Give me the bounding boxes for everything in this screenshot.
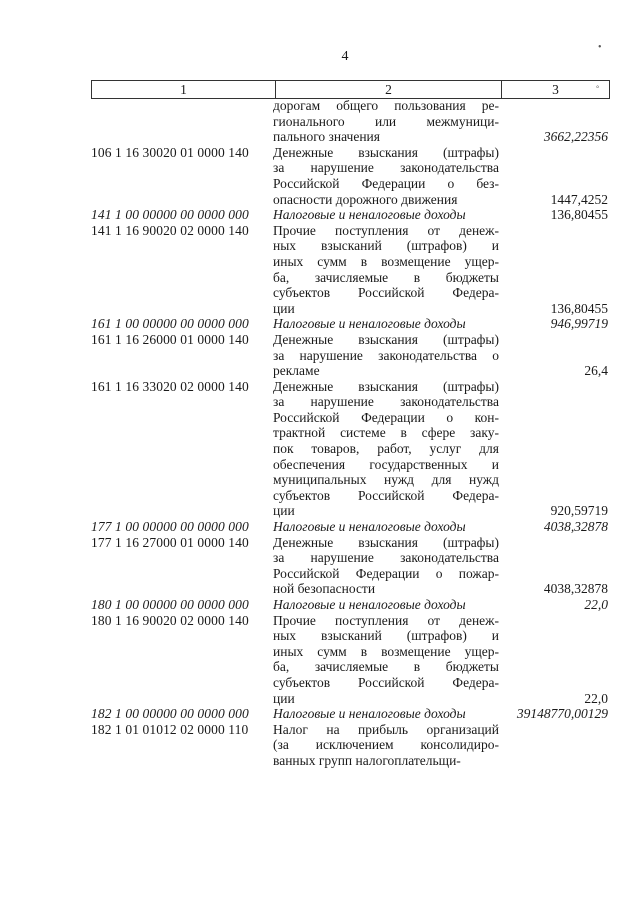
- description-line: ванных групп налогоплательщи-: [273, 752, 461, 768]
- description-line: за нарушение законодательства о: [273, 347, 499, 363]
- header-col-2: 2: [276, 81, 502, 98]
- table-row: [91, 98, 608, 145]
- description-line: Российской Федерации о без-: [273, 175, 499, 191]
- revenue-description: [273, 332, 499, 379]
- table-row: [91, 519, 608, 535]
- description-line: Налоговые и неналоговые доходы: [273, 706, 466, 722]
- budget-code: 141 1 00 00000 00 0000 000: [91, 207, 249, 223]
- revenue-description: [273, 316, 499, 332]
- table-row: [91, 332, 608, 379]
- description-line: иных сумм в возмещение ущер-: [273, 253, 499, 269]
- description-line: опасности дорожного движения: [273, 191, 458, 207]
- description-line: Денежные взыскания (штрафы): [273, 331, 499, 347]
- description-line: (за исключением консолидиро-: [273, 737, 499, 753]
- amount-value: 39148770,00129: [516, 706, 608, 722]
- revenue-description: [273, 613, 499, 707]
- table-row: [91, 706, 608, 722]
- description-line: Налоговые и неналоговые доходы: [273, 519, 466, 535]
- description-line: Налог на прибыль организаций: [273, 721, 499, 737]
- description-line: трактной системе в сфере заку-: [273, 425, 499, 441]
- page-number: 4: [341, 49, 349, 64]
- description-line: дорогам общего пользования ре-: [273, 98, 499, 113]
- description-line: рекламе: [273, 363, 320, 379]
- description-line: Денежные взыскания (штрафы): [273, 534, 499, 550]
- budget-code: 180 1 16 90020 02 0000 140: [91, 612, 249, 628]
- description-line: обеспечения государственных и: [273, 456, 499, 472]
- table-row: [91, 613, 608, 707]
- budget-code: 180 1 00 00000 00 0000 000: [91, 597, 249, 612]
- amount-value: 946,99719: [550, 316, 608, 332]
- description-line: гионального или межмуници-: [273, 113, 499, 129]
- table-row: [91, 145, 608, 207]
- revenue-table: [91, 98, 608, 769]
- description-line: за нарушение законодательства: [273, 160, 499, 176]
- description-line: Налоговые и неналоговые доходы: [273, 597, 466, 612]
- description-line: ба, зачисляемые в бюджеты: [273, 269, 499, 285]
- budget-code: 182 1 01 01012 02 0000 110: [91, 721, 249, 737]
- description-line: Российской Федерации о пожар-: [273, 565, 499, 581]
- table-row: [91, 722, 608, 769]
- amount-value: 136,80455: [550, 207, 608, 223]
- revenue-description: [273, 519, 499, 535]
- revenue-description: [273, 597, 499, 613]
- description-line: Денежные взыскания (штрафы): [273, 378, 499, 394]
- revenue-description: [273, 379, 499, 519]
- description-line: пок товаров, работ, услуг для: [273, 441, 499, 457]
- description-line: ной безопасности: [273, 581, 376, 597]
- amount-value: 22,0: [584, 690, 608, 706]
- amount-value: 4038,32878: [543, 581, 608, 597]
- revenue-description: [273, 98, 499, 145]
- budget-code: 182 1 00 00000 00 0000 000: [91, 706, 249, 722]
- budget-code: 161 1 16 33020 02 0000 140: [91, 378, 249, 394]
- scan-speck: •: [598, 42, 602, 53]
- description-line: Налоговые и неналоговые доходы: [273, 316, 466, 332]
- description-line: пального значения: [273, 129, 380, 145]
- table-header: [91, 80, 610, 99]
- description-line: Налоговые и неналоговые доходы: [273, 207, 466, 223]
- scan-speck: °: [596, 84, 600, 93]
- table-row: [91, 223, 608, 317]
- revenue-description: [273, 207, 499, 223]
- table-row: [91, 597, 608, 613]
- description-line: Прочие поступления от денеж-: [273, 222, 499, 238]
- description-line: за нарушение законодательства: [273, 550, 499, 566]
- table-row: [91, 535, 608, 597]
- description-line: Денежные взыскания (штрафы): [273, 144, 499, 160]
- description-line: ции: [273, 690, 295, 706]
- budget-code: 161 1 16 26000 01 0000 140: [91, 331, 249, 347]
- description-line: ции: [273, 503, 295, 519]
- revenue-description: [273, 722, 499, 769]
- header-col-1: 1: [92, 81, 276, 98]
- budget-code: 106 1 16 30020 01 0000 140: [91, 144, 249, 160]
- description-line: субъектов Российской Федера-: [273, 674, 499, 690]
- description-line: Прочие поступления от денеж-: [273, 612, 499, 628]
- description-line: муниципальных нужд для нужд: [273, 472, 499, 488]
- description-line: иных сумм в возмещение ущер-: [273, 643, 499, 659]
- budget-code: 177 1 16 27000 01 0000 140: [91, 534, 249, 550]
- description-line: ных взысканий (штрафов) и: [273, 628, 499, 644]
- table-row: [91, 316, 608, 332]
- amount-value: 22,0: [584, 597, 608, 612]
- description-line: субъектов Российской Федера-: [273, 487, 499, 503]
- revenue-description: [273, 145, 499, 207]
- amount-value: 26,4: [584, 363, 608, 379]
- description-line: ции: [273, 300, 295, 316]
- amount-value: 1447,4252: [550, 191, 608, 207]
- amount-value: 4038,32878: [543, 519, 608, 535]
- table-row: [91, 379, 608, 519]
- revenue-description: [273, 535, 499, 597]
- table-row: [91, 207, 608, 223]
- budget-code: 161 1 00 00000 00 0000 000: [91, 316, 249, 332]
- amount-value: 136,80455: [550, 300, 608, 316]
- header-col-3: 3: [552, 81, 559, 97]
- description-line: за нарушение законодательства: [273, 394, 499, 410]
- amount-value: 920,59719: [550, 503, 608, 519]
- description-line: субъектов Российской Федера-: [273, 285, 499, 301]
- description-line: Российской Федерации о кон-: [273, 409, 499, 425]
- revenue-description: [273, 706, 499, 722]
- amount-value: 3662,22356: [543, 129, 608, 145]
- description-line: ба, зачисляемые в бюджеты: [273, 659, 499, 675]
- revenue-description: [273, 223, 499, 317]
- description-line: ных взысканий (штрафов) и: [273, 238, 499, 254]
- budget-code: 141 1 16 90020 02 0000 140: [91, 222, 249, 238]
- budget-code: 177 1 00 00000 00 0000 000: [91, 519, 249, 535]
